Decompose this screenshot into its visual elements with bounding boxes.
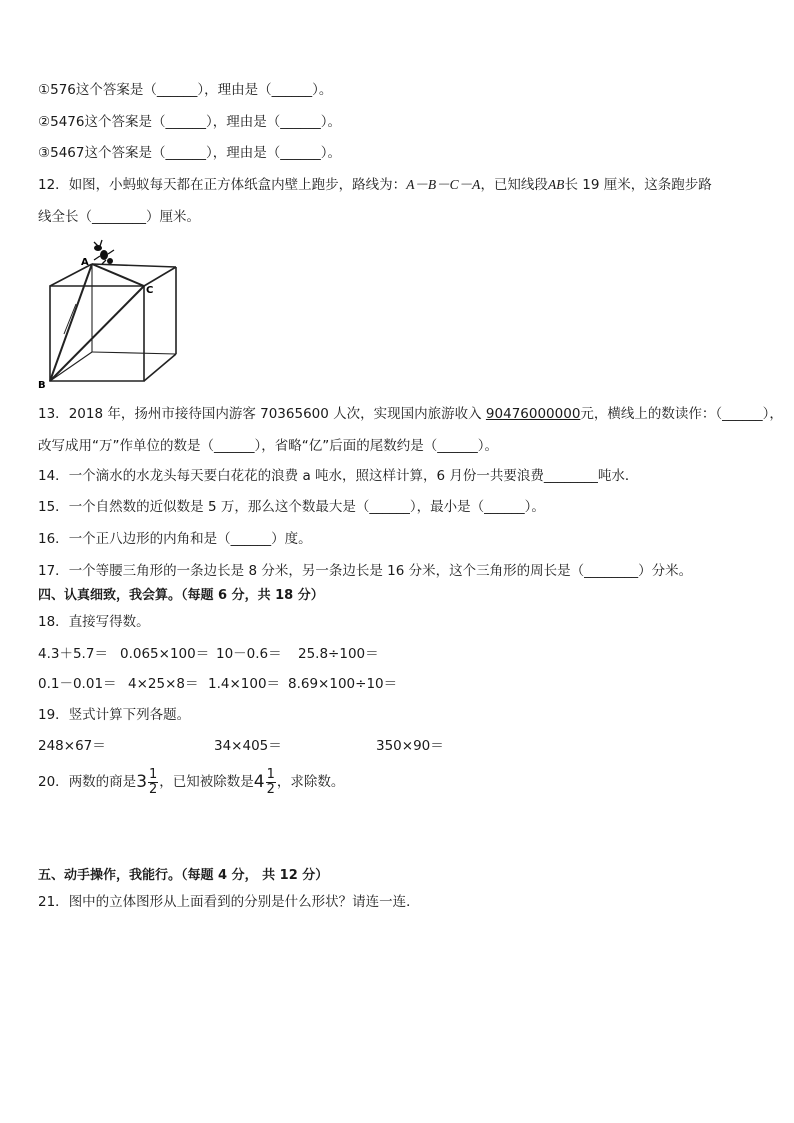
calc-item: 4×25×8＝	[128, 676, 199, 692]
q12-line-1: 12．如图，小蚂蚁每天都在正方体纸盒内壁上跑步，路线为：A－B－C－A，已知线段AB长 19 厘米，这条跑步路	[38, 177, 712, 193]
vertical-calc-item: 34×405＝	[214, 738, 282, 754]
q18: 18．直接写得数。	[38, 614, 150, 630]
q14: 14．一个滴水的水龙头每天要白花花的浪费 a 吨水，照这样计算，6 月份一共要浪费________吨水．	[38, 468, 639, 484]
dividend-fraction: $\frac{1}{2}$	[266, 766, 275, 797]
vertical-calc-item: 248×67＝	[38, 738, 106, 754]
label-b: B	[38, 380, 46, 388]
q19-ops	[38, 736, 444, 756]
route-expression: A－B－C－A	[406, 177, 481, 192]
section-5-title: 五、动手操作，我能行。（每题 4 分， 共 12 分）	[38, 868, 329, 883]
circle-number-3: ③	[38, 145, 51, 161]
q21: 21．图中的立体图形从上面看到的分别是什么形状？请连一连．	[38, 894, 420, 910]
circle-number-1: ①	[38, 82, 51, 98]
underlined-number: 90476000000	[485, 406, 581, 422]
calc-item: 25.8÷100＝	[298, 646, 379, 662]
q13-line-2: 改写成用“万”作单位的数是（______），省略“亿”后面的尾数约是（______）。	[38, 438, 498, 454]
quotient-fraction: $\frac{1}{2}$	[149, 766, 158, 797]
vertical-calc-item: 350×90＝	[376, 738, 444, 754]
cube-figure	[36, 236, 186, 388]
section-4-title: 四、认真细致，我会算。（每题 6 分，共 18 分）	[38, 588, 324, 603]
q12-line-2: 线全长（________）厘米。	[38, 209, 200, 225]
route-a-b	[50, 264, 92, 381]
calc-item: 1.4×100＝	[208, 676, 281, 692]
calc-item: 0.065×100＝	[120, 646, 210, 662]
q15: 15．一个自然数的近似数是 5 万，那么这个数最大是（______），最小是（______）。	[38, 499, 545, 515]
q20: 20．两数的商是3 $\frac{1}{2}$ ，已知被除数是4 $\frac{1}{2}$ ，求除数。	[38, 766, 345, 797]
q16: 16．一个正八边形的内角和是（______）度。	[38, 531, 312, 547]
calc-item: 10－0.6＝	[216, 646, 282, 662]
calc-item: 0.1－0.01＝	[38, 676, 117, 692]
q18-row-2	[38, 674, 397, 694]
q17: 17．一个等腰三角形的一条边长是 8 分米，另一条边长是 16 分米，这个三角形的周长是（________）分米。	[38, 563, 693, 579]
q11-item-1: ①576这个答案是（______），理由是（______）。	[38, 82, 333, 98]
circle-number-2: ②	[38, 114, 51, 130]
label-c: C	[146, 285, 154, 296]
ant-icon	[94, 240, 114, 264]
q19: 19．竖式计算下列各题。	[38, 707, 191, 723]
label-a: A	[81, 257, 89, 268]
dividend-whole: 4	[253, 772, 265, 792]
quotient-whole: 3	[136, 772, 148, 792]
calc-item: 8.69×100÷10＝	[288, 676, 398, 692]
q11-item-3: ③5467这个答案是（______），理由是（______）。	[38, 145, 341, 161]
calc-item: 4.3＋5.7＝	[38, 646, 108, 662]
segment-label: AB	[547, 177, 565, 192]
route-c-a	[92, 264, 144, 286]
q18-row-1	[38, 644, 379, 664]
q11-item-2: ②5476这个答案是（______），理由是（______）。	[38, 114, 341, 130]
q13-line-1: 13．2018 年，扬州市接待国内游客 70365600 人次，实现国内旅游收入 90476000000元，横线上的数读作：（______），	[38, 406, 783, 422]
